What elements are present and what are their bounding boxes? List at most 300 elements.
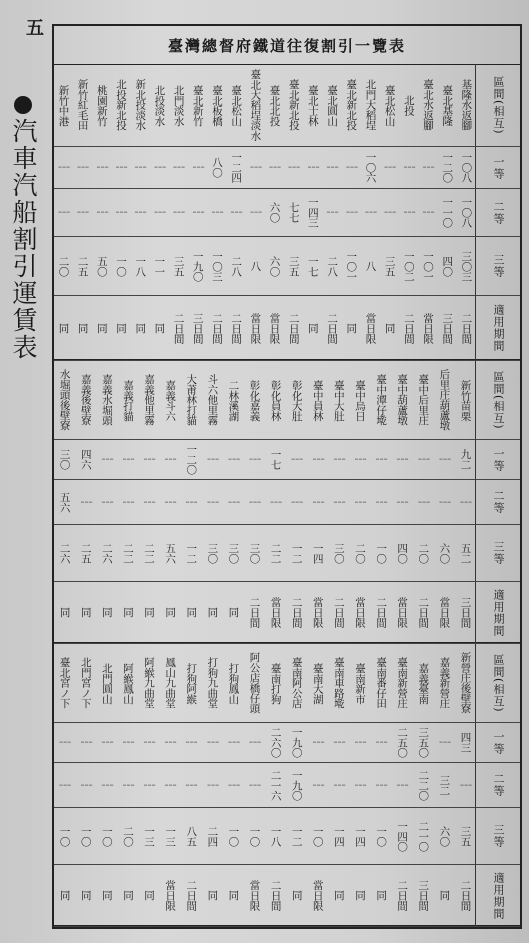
value-cell	[438, 296, 457, 360]
value-cell	[349, 763, 370, 807]
route-cell	[392, 644, 413, 722]
value-cell	[131, 189, 150, 236]
value-cell	[73, 237, 92, 295]
route-cell	[223, 361, 244, 439]
value-cell	[160, 808, 181, 864]
value-cell	[361, 237, 380, 295]
value-cell	[246, 296, 265, 360]
value-cell	[73, 296, 92, 360]
value-cell	[207, 237, 226, 295]
value-cell	[342, 189, 361, 236]
value-text: ┆	[58, 781, 71, 789]
row-label	[475, 763, 520, 807]
route-cell	[150, 64, 169, 146]
value-text: 三五	[172, 255, 185, 277]
bullet-icon	[14, 96, 32, 114]
value-text: 二六〇	[269, 727, 282, 758]
value-cell	[75, 440, 96, 479]
route-name: 打狗鳳山	[227, 662, 240, 704]
route-cell	[371, 361, 392, 439]
value-cell	[96, 525, 117, 581]
value-cell	[455, 440, 476, 479]
route-cell	[342, 64, 361, 146]
route-cell	[284, 64, 303, 146]
route-cell	[117, 361, 138, 439]
value-cell	[54, 237, 73, 295]
value-cell	[455, 582, 476, 643]
fare-table	[52, 24, 522, 929]
value-text: ┆	[191, 164, 204, 171]
route-cell	[361, 64, 380, 146]
value-text: 一九〇	[290, 769, 303, 801]
value-cell	[328, 440, 349, 479]
value-text: ┆	[422, 209, 435, 216]
value-text: 一二	[290, 542, 303, 564]
value-text: 三五	[383, 255, 396, 277]
value-text: 二日間	[460, 312, 473, 344]
value-cell	[246, 147, 265, 188]
route-name: 臺南車路墘	[332, 657, 345, 709]
table-section	[54, 64, 520, 361]
route-name: 臺北基隆	[441, 84, 454, 126]
route-cell	[349, 361, 370, 439]
value-text: ┆	[191, 209, 204, 216]
value-cell	[265, 440, 286, 479]
value-text: ┆	[269, 498, 282, 506]
value-text: ┆	[417, 456, 430, 463]
value-text: 二日間	[287, 312, 300, 344]
value-cell	[75, 808, 96, 864]
table-section	[54, 644, 520, 927]
value-cell	[457, 237, 476, 295]
value-text: 二一〇	[417, 820, 430, 852]
value-cell	[139, 723, 160, 762]
route-name: 阿公店橋仔頭	[248, 652, 261, 714]
value-text: 同	[306, 322, 319, 334]
route-name: 臺北水返腳	[422, 79, 435, 131]
value-text: ┆	[311, 456, 324, 463]
value-text: 一四	[353, 825, 366, 847]
value-text: ┆	[306, 164, 319, 171]
value-text: 同	[332, 890, 345, 901]
route-name: 臺北板橋	[210, 84, 223, 126]
value-cell	[139, 440, 160, 479]
value-cell	[323, 189, 342, 236]
value-cell	[181, 525, 202, 581]
value-cell	[96, 865, 117, 926]
row-routes	[54, 361, 520, 440]
value-cell	[380, 296, 399, 360]
row-label	[475, 480, 520, 524]
value-text: 當日限	[311, 597, 324, 628]
value-text: ┆	[249, 209, 262, 216]
value-cell	[392, 763, 413, 807]
value-text: ┆	[100, 739, 113, 746]
route-name: 臺南大湖	[311, 662, 324, 704]
value-text: 二〇	[121, 825, 134, 847]
value-text: 當日限	[249, 312, 262, 344]
value-text: 一〇一	[422, 250, 435, 282]
value-cell	[169, 147, 188, 188]
value-cell	[96, 440, 117, 479]
value-cell	[380, 147, 399, 188]
route-cell	[75, 361, 96, 439]
value-text: 一四三	[306, 197, 319, 228]
route-name: 彰化嘉義	[248, 379, 261, 421]
value-cell	[223, 440, 244, 479]
value-cell	[413, 480, 434, 524]
value-text: 同	[353, 890, 366, 901]
row-second	[54, 763, 520, 808]
value-cell	[434, 865, 455, 926]
value-text: ┆	[100, 498, 113, 506]
value-text: 二五〇	[396, 727, 409, 758]
value-text: 當日限	[396, 597, 409, 628]
route-name: 嘉義斗六	[164, 379, 177, 421]
route-name: 鳳山九曲堂	[164, 657, 177, 709]
value-text: ┆	[422, 164, 435, 171]
value-text: 三〇	[248, 542, 261, 564]
value-text: 同	[227, 890, 240, 901]
row-label	[475, 525, 520, 581]
value-cell	[188, 237, 207, 295]
value-cell	[265, 808, 286, 864]
value-cell	[342, 147, 361, 188]
row-label	[475, 865, 520, 926]
value-cell	[284, 237, 303, 295]
value-cell	[307, 865, 328, 926]
route-name: 北門大稻埕	[364, 79, 377, 131]
route-name: 新北投淡水	[134, 79, 147, 131]
value-text: ┆	[121, 781, 134, 789]
value-text: ┆	[438, 456, 451, 463]
value-text: ┆	[375, 781, 388, 789]
row-period	[54, 296, 520, 361]
value-cell	[202, 582, 223, 643]
value-cell	[54, 480, 75, 524]
value-cell	[202, 808, 223, 864]
route-name: 北投淡水	[153, 84, 166, 126]
row-label-text: 一等	[492, 447, 505, 472]
value-cell	[96, 763, 117, 807]
value-cell	[244, 582, 265, 643]
row-label	[475, 361, 520, 439]
value-cell	[371, 440, 392, 479]
row-first	[54, 440, 520, 480]
route-name: 臺北新竹	[191, 84, 204, 126]
value-cell	[413, 763, 434, 807]
value-cell	[111, 147, 130, 188]
route-cell	[418, 64, 437, 146]
value-cell	[202, 865, 223, 926]
value-cell	[323, 237, 342, 295]
value-text: ┆	[290, 456, 303, 463]
value-cell	[438, 237, 457, 295]
route-cell	[413, 361, 434, 439]
value-cell	[160, 525, 181, 581]
value-cell	[371, 723, 392, 762]
route-cell	[265, 64, 284, 146]
value-cell	[54, 763, 75, 807]
value-cell	[303, 147, 322, 188]
row-label-text: 區間(相互)	[492, 653, 505, 713]
value-cell	[244, 808, 265, 864]
route-name: 臺中員林	[311, 379, 324, 421]
value-cell	[75, 723, 96, 762]
value-cell	[188, 189, 207, 236]
value-text: 八	[249, 260, 262, 272]
value-text: 一二	[290, 825, 303, 847]
route-cell	[323, 64, 342, 146]
value-text: ┆	[375, 456, 388, 463]
route-name: 水堀頭後壁寮	[58, 369, 71, 431]
value-text: 一〇八	[460, 197, 473, 228]
row-routes	[54, 644, 520, 723]
value-text: 五六	[164, 542, 177, 564]
value-cell	[75, 480, 96, 524]
value-text: 同	[143, 890, 156, 901]
value-text: ┆	[248, 781, 261, 789]
value-cell	[117, 865, 138, 926]
value-text: ┆	[206, 739, 219, 746]
route-name: 臺南阿公店	[290, 657, 303, 709]
value-text: 同	[143, 607, 156, 618]
value-cell	[307, 525, 328, 581]
value-cell	[307, 808, 328, 864]
value-cell	[244, 723, 265, 762]
value-text: 二日間	[172, 312, 185, 344]
route-name: 北門淡水	[172, 84, 185, 126]
value-cell	[286, 808, 307, 864]
value-text: ┆	[172, 209, 185, 216]
value-text: 一九〇	[290, 727, 303, 758]
route-name: 北門圓山	[100, 662, 113, 704]
route-name: 打狗阿緱	[185, 662, 198, 704]
value-cell	[244, 525, 265, 581]
route-name: 阿緱鳳山	[121, 662, 134, 704]
value-text: 二二〇	[417, 769, 430, 801]
value-cell	[227, 147, 246, 188]
value-cell	[286, 582, 307, 643]
route-name: 臺北松山	[383, 84, 396, 126]
value-cell	[413, 865, 434, 926]
route-cell	[455, 361, 476, 439]
route-cell	[139, 644, 160, 722]
value-cell	[303, 296, 322, 360]
route-cell	[455, 644, 476, 722]
route-cell	[92, 64, 111, 146]
value-cell	[223, 582, 244, 643]
value-cell	[265, 865, 286, 926]
value-text: ┆	[95, 164, 108, 171]
value-text: 同	[227, 607, 240, 618]
value-text: ┆	[134, 209, 147, 216]
value-cell	[307, 763, 328, 807]
row-label-text: 區間(相互)	[492, 75, 505, 135]
value-cell	[455, 763, 476, 807]
value-text: 五六	[58, 491, 71, 513]
value-cell	[307, 480, 328, 524]
value-cell	[181, 763, 202, 807]
row-label	[475, 237, 520, 295]
value-text: ┆	[143, 739, 156, 746]
value-text: 同	[76, 322, 89, 334]
value-text: ┆	[121, 739, 134, 746]
value-cell	[117, 723, 138, 762]
route-cell	[73, 64, 92, 146]
route-name: 臺中烏日	[353, 379, 366, 421]
value-text: 當日限	[311, 880, 324, 911]
value-cell	[117, 525, 138, 581]
route-cell	[75, 644, 96, 722]
route-cell	[207, 64, 226, 146]
value-cell	[139, 582, 160, 643]
value-text: ┆	[206, 498, 219, 506]
value-text: 三日間	[417, 880, 430, 911]
value-text: 一〇六	[364, 152, 377, 183]
route-name: 新竹紅毛田	[76, 79, 89, 131]
side-title-text: 汽車汽船割引運賃表	[9, 118, 38, 361]
row-label-text: 二等	[492, 773, 505, 797]
value-cell	[227, 189, 246, 236]
value-text: 同	[79, 890, 92, 901]
route-cell	[223, 644, 244, 722]
value-text: 八五	[185, 825, 198, 847]
value-cell	[418, 296, 437, 360]
value-text: 二〇	[417, 542, 430, 564]
value-text: 同	[121, 607, 134, 618]
route-name: 嘉義新營庄	[438, 657, 451, 709]
value-text: 當日限	[164, 880, 177, 911]
value-text: ┆	[164, 456, 177, 463]
value-cell	[361, 189, 380, 236]
value-text: 三日間	[459, 597, 472, 628]
value-text: 同	[134, 322, 147, 334]
row-label	[475, 582, 520, 643]
value-text: 七七	[287, 202, 300, 223]
route-name: 北投	[402, 94, 415, 116]
value-cell	[54, 440, 75, 479]
value-cell	[307, 440, 328, 479]
value-cell	[286, 865, 307, 926]
value-cell	[349, 865, 370, 926]
value-text: ┆	[143, 456, 156, 463]
value-cell	[418, 147, 437, 188]
value-cell	[349, 582, 370, 643]
value-text: 一〇	[58, 825, 71, 847]
value-cell	[160, 865, 181, 926]
route-cell	[246, 64, 265, 146]
value-text: 九二	[459, 449, 472, 470]
value-text: 一七	[269, 449, 282, 470]
value-text: 同	[58, 607, 71, 618]
value-text: 當日限	[353, 597, 366, 628]
value-text: ┆	[206, 781, 219, 789]
value-text: 當日限	[269, 597, 282, 628]
value-text: 五〇	[95, 255, 108, 277]
value-text: 二四	[206, 825, 219, 847]
value-text: 二日間	[417, 597, 430, 628]
route-cell	[392, 361, 413, 439]
value-text: ┆	[95, 209, 108, 216]
value-text: ┆	[121, 498, 134, 506]
value-cell	[455, 808, 476, 864]
value-cell	[92, 147, 111, 188]
value-cell	[181, 440, 202, 479]
value-cell	[434, 440, 455, 479]
value-cell	[399, 296, 418, 360]
row-label	[475, 147, 520, 188]
row-label-text: 適用期間	[492, 588, 505, 637]
route-name: 嘉義臺南	[417, 662, 430, 704]
value-text: 一〇	[311, 825, 324, 847]
route-name: 臺北新北投	[287, 79, 300, 131]
value-text: 二日間	[402, 312, 415, 344]
row-third	[54, 808, 520, 865]
row-label-text: 二等	[492, 490, 505, 514]
route-name: 桃園新竹	[95, 84, 108, 126]
value-text: ┆	[396, 498, 409, 506]
value-cell	[169, 189, 188, 236]
value-cell	[160, 480, 181, 524]
value-cell	[54, 582, 75, 643]
value-text: 二二	[121, 542, 134, 564]
route-name: 臺中大肚	[332, 379, 345, 421]
value-text: 三五	[459, 825, 472, 847]
value-text: ┆	[76, 164, 89, 171]
value-cell	[223, 763, 244, 807]
value-text: 當日限	[438, 597, 451, 628]
value-cell	[399, 237, 418, 295]
side-title	[8, 96, 38, 361]
value-text: 二一六	[269, 769, 282, 801]
value-text: 二八	[326, 255, 339, 277]
route-name: 基隆水返腳	[460, 79, 473, 131]
route-cell	[371, 644, 392, 722]
value-cell	[349, 723, 370, 762]
value-text: ┆	[396, 781, 409, 789]
route-cell	[303, 64, 322, 146]
route-cell	[286, 644, 307, 722]
route-cell	[457, 64, 476, 146]
value-cell	[202, 723, 223, 762]
value-text: ┆	[210, 209, 223, 216]
row-third	[54, 237, 520, 296]
value-text: 同	[100, 890, 113, 901]
value-cell	[54, 296, 73, 360]
route-cell	[54, 64, 73, 146]
value-text: 四〇	[441, 255, 454, 277]
value-text: 二日間	[210, 312, 223, 344]
value-cell	[457, 189, 476, 236]
row-label-text: 區間(相互)	[492, 370, 505, 430]
route-name: 嘉義打貓	[121, 379, 134, 421]
value-text: 一七	[306, 255, 319, 277]
value-cell	[244, 480, 265, 524]
value-cell	[244, 440, 265, 479]
value-text: 六〇	[438, 542, 451, 564]
row-second	[54, 480, 520, 525]
value-cell	[54, 723, 75, 762]
value-cell	[54, 808, 75, 864]
value-cell	[131, 296, 150, 360]
value-text: ┆	[79, 781, 92, 789]
value-cell	[169, 296, 188, 360]
value-text: 三〇	[206, 542, 219, 564]
value-text: 二日間	[290, 597, 303, 628]
value-text: 三五	[287, 255, 300, 277]
value-cell	[380, 237, 399, 295]
